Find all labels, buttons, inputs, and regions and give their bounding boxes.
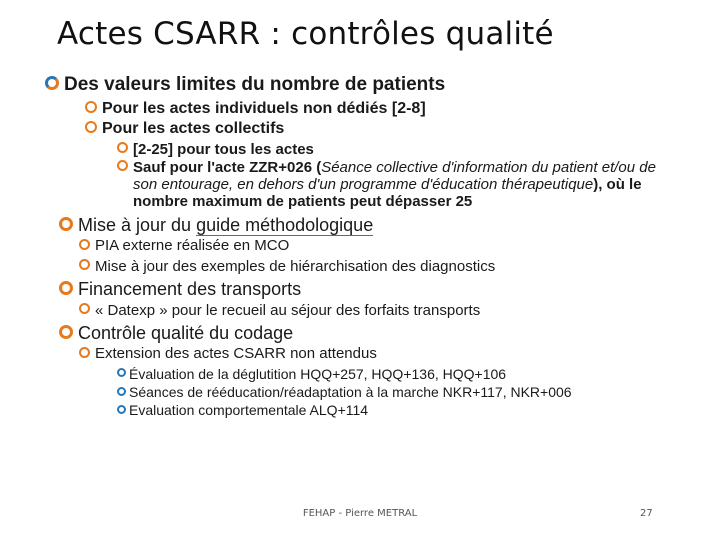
circle-bullet-icon: [79, 303, 90, 314]
bullet-text: Pour les actes collectifs: [102, 120, 285, 138]
bullet-text: Evaluation comportementale ALQ+114: [129, 401, 369, 418]
circle-bullet-icon: [117, 387, 126, 396]
bullet-hierarchy-examples: [79, 258, 675, 275]
circle-bullet-icon: [79, 347, 90, 358]
bullet-zzr-exception: [117, 159, 675, 211]
bullet-walking-rehab: [117, 384, 675, 400]
bullet-guide-update: [59, 215, 675, 236]
bullet-text-a: Mise à jour du: [78, 214, 197, 235]
circle-bullet-icon: [117, 368, 126, 377]
circle-bullet-icon: [85, 101, 97, 113]
bullet-text-underlined: guide méthodologique: [196, 214, 374, 235]
bullet-collective-acts: [85, 120, 675, 138]
circle-bullet-icon: [59, 281, 73, 295]
bullet-text: Évaluation de la déglutition HQQ+257, HQQ+136, HQQ+106: [129, 365, 507, 382]
exception-description: Séance collective d'information du patient et/ou de son entourage, en dehors d'un programme d'éducation thérapeutique: [133, 158, 656, 194]
bullet-text: Mise à jour des exemples de hiérarchisation des diagnostics: [95, 257, 496, 275]
bullet-transport-funding: [59, 279, 675, 300]
bullet-text: Pour les actes individuels non dédiés [2-8]: [102, 99, 426, 117]
bullet-individual-acts: [85, 100, 675, 118]
bullet-text: Contrôle qualité du codage: [78, 322, 294, 343]
bullet-text: Des valeurs limites du nombre de patients: [64, 74, 446, 95]
exception-suffix: ), où le nombre maximum de patients peut dépasser 25: [133, 176, 642, 211]
bullet-coding-quality: [59, 323, 675, 344]
circle-bullet-icon: [85, 121, 97, 133]
slide-title: Actes CSARR : contrôles qualité: [57, 16, 554, 52]
bullet-text: Financement des transports: [78, 278, 302, 299]
bullet-text: PIA externe réalisée en MCO: [95, 237, 290, 255]
bullet-text: Séances de rééducation/réadaptation à la marche NKR+117, NKR+006: [129, 383, 572, 400]
circle-bullet-icon: [117, 142, 128, 153]
circle-bullet-icon: [45, 76, 59, 90]
bullet-text: [133, 159, 673, 211]
circle-bullet-icon: [59, 217, 73, 231]
bullet-patient-limits: [45, 74, 675, 96]
bullet-pia-external: [79, 237, 675, 254]
bullet-behavioral-eval: [117, 402, 675, 418]
bullet-text: Extension des actes CSARR non attendus: [95, 345, 377, 363]
circle-bullet-icon: [117, 405, 126, 414]
circle-bullet-icon: [59, 325, 73, 339]
slide-footer: FEHAP - Pierre METRAL: [302, 508, 418, 519]
bullet-datexp: [79, 302, 675, 319]
circle-bullet-icon: [79, 239, 90, 250]
slide-content: [45, 74, 675, 420]
bullet-range-all-acts: [117, 141, 675, 158]
circle-bullet-icon: [117, 160, 128, 171]
exception-prefix: Sauf pour l'acte ZZR+026 (: [133, 158, 322, 176]
page-number: 27: [640, 508, 653, 519]
bullet-swallowing-eval: [117, 366, 675, 382]
circle-bullet-icon: [79, 259, 90, 270]
bullet-csarr-extension: [79, 345, 675, 362]
bullet-text: « Datexp » pour le recueil au séjour des forfaits transports: [95, 301, 481, 319]
bullet-text: [2-25] pour tous les actes: [133, 140, 314, 158]
